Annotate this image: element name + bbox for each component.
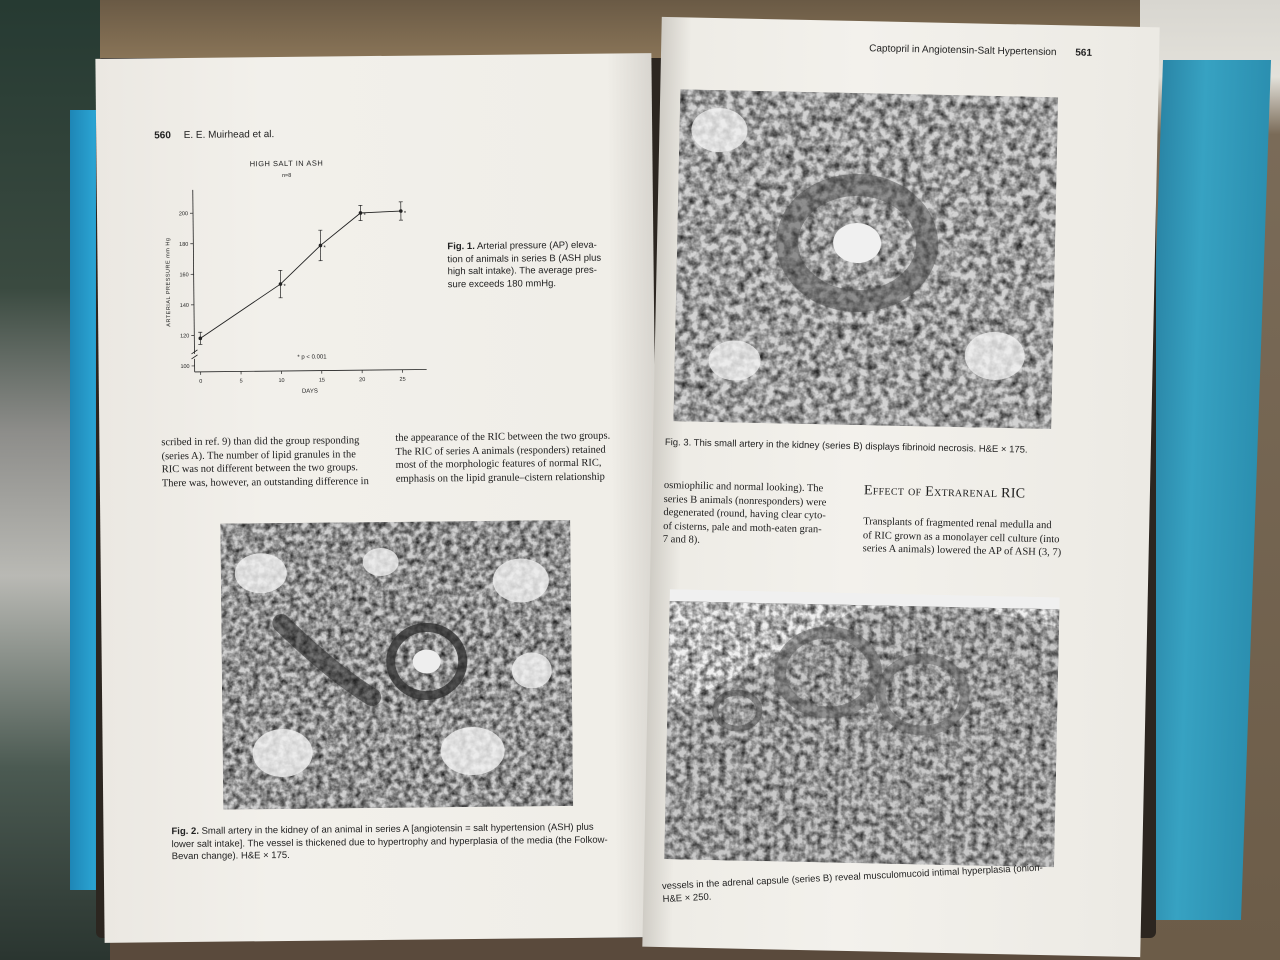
x-tick-label: 10 [278,377,285,385]
y-axis-line [193,190,195,354]
y-tick-label: 160 [179,272,189,279]
y-tick-label: 100 [180,363,190,371]
fig1-caption-line-1: Arterial pressure (AP) eleva- [476,239,597,252]
x-tick-label: 25 [399,376,406,383]
left-body-line: The RIC of series A animals (responders) retained [395,444,606,458]
fig2-caption [171,821,651,864]
fig1-caption [447,239,628,291]
x-tick-label: 0 [199,378,203,385]
significance-marker: * [403,210,407,217]
right-body-line: Transplants of fragmented renal medulla and [863,516,1052,532]
left-running-head [154,129,274,141]
left-page-number: 560 [154,130,171,142]
fig3-micrograph [673,89,1058,429]
fig4-micrograph [664,589,1060,867]
fig4-caption-line-1: vessels in the adrenal capsule (series B) reveal musculomucoid intimal hyperplasia (onion- [661,862,1044,893]
left-body-line: the appearance of the RIC between the two groups. [395,430,611,444]
significance-marker: * [363,212,366,219]
left-page [95,53,660,943]
right-page-number: 561 [1075,47,1093,59]
right-body-column-2 [863,515,1104,561]
right-page [642,17,1159,957]
right-body-line: series B animals (nonresponders) were [663,493,827,508]
left-body-line: scribed in ref. 9) than did the group responding [161,435,360,449]
chart-marks [197,202,408,345]
x-axis-line [195,369,427,371]
right-body-line: series A animals) lowered the AP of ASH (3, 7) [862,543,1062,559]
y-tick-label: 140 [179,302,190,309]
data-point [399,209,403,213]
fig3-caption: Fig. 3. This small artery in the kidney (series B) displays fibrinoid necrosis. H&E × 175. [664,437,1028,456]
fig2-micrograph-image [220,520,573,810]
right-body-column-1 [663,479,854,550]
fig3-micrograph-image [673,89,1058,429]
x-tick-label: 20 [359,377,366,384]
section-heading: Effect of Extrarenal RIC [863,483,1026,502]
left-body-line: emphasis on the lipid granule–cistern relationship [395,471,605,485]
series-line [199,211,402,338]
fig2-micrograph [220,520,573,810]
right-running-head [869,43,1102,59]
left-body-line: most of the morphologic features of normal RIC, [395,457,602,471]
y-tick-label: 180 [179,241,189,248]
chart-svg [146,151,439,404]
right-body-line: 7 and 8). [662,534,701,546]
right-title: Captopril in Angiotensin-Salt Hypertension [869,43,1057,59]
fig4-caption [662,859,1123,906]
fig2-caption-label: Fig. 2. [171,825,199,838]
significance-marker: * [323,245,326,252]
chart-subtitle: n=8 [281,172,292,179]
significance-marker: * [283,284,286,291]
x-tick-label: 15 [318,377,325,384]
right-body-line: degenerated (round, having clear cyto- [663,507,826,522]
chart-x-axis-label: DAYS [301,388,318,395]
chart-annotation: * p < 0.001 [297,354,327,361]
left-body-column-1 [161,434,386,490]
fig4-caption-line-2: H&E × 250. [662,891,712,905]
fig1-caption-line-4: sure exceeds 180 mmHg. [447,277,557,290]
fig2-caption-line-2: lower salt intake]. The vessel is thickened due to hypertrophy and hyperplasia of the media (the Folkow- [171,834,608,850]
right-body-line: osmiophilic and normal looking). The [663,480,824,495]
fig1-caption-line-3: high salt intake). The average pres- [447,264,597,278]
right-body-line: of cisterns, pale and moth-eaten gran- [663,520,822,535]
y-tick-label: 120 [180,333,190,340]
left-body-line: There was, however, an outstanding difference in [161,475,369,489]
chart-title: HIGH SALT IN ASH [249,158,324,169]
y-tick-label: 200 [178,211,189,218]
left-body-column-2 [395,429,632,485]
chart-y-axis-label: ARTERIAL PRESSURE mm Hg [165,237,173,327]
fig1-caption-label: Fig. 1. [447,240,475,253]
fig2-caption-line-3: Bevan change). H&E × 175. [171,849,290,863]
x-tick-label: 5 [239,378,243,385]
left-body-line: (series A). The number of lipid granules in the [161,448,356,462]
right-body-line: of RIC grown as a monolayer cell culture (into [862,529,1060,545]
fig1-chart [146,151,439,404]
fig2-caption-line-1: Small artery in the kidney of an animal in series A [angiotensin = salt hypertension (ASH) plus [201,821,594,837]
left-author: E. E. Muirhead et al. [183,129,275,142]
left-body-line: RIC was not different between the two groups. [161,462,359,476]
fig1-caption-line-2: tion of animals in series B (ASH plus [447,252,602,265]
fig4-micrograph-image [664,589,1060,867]
